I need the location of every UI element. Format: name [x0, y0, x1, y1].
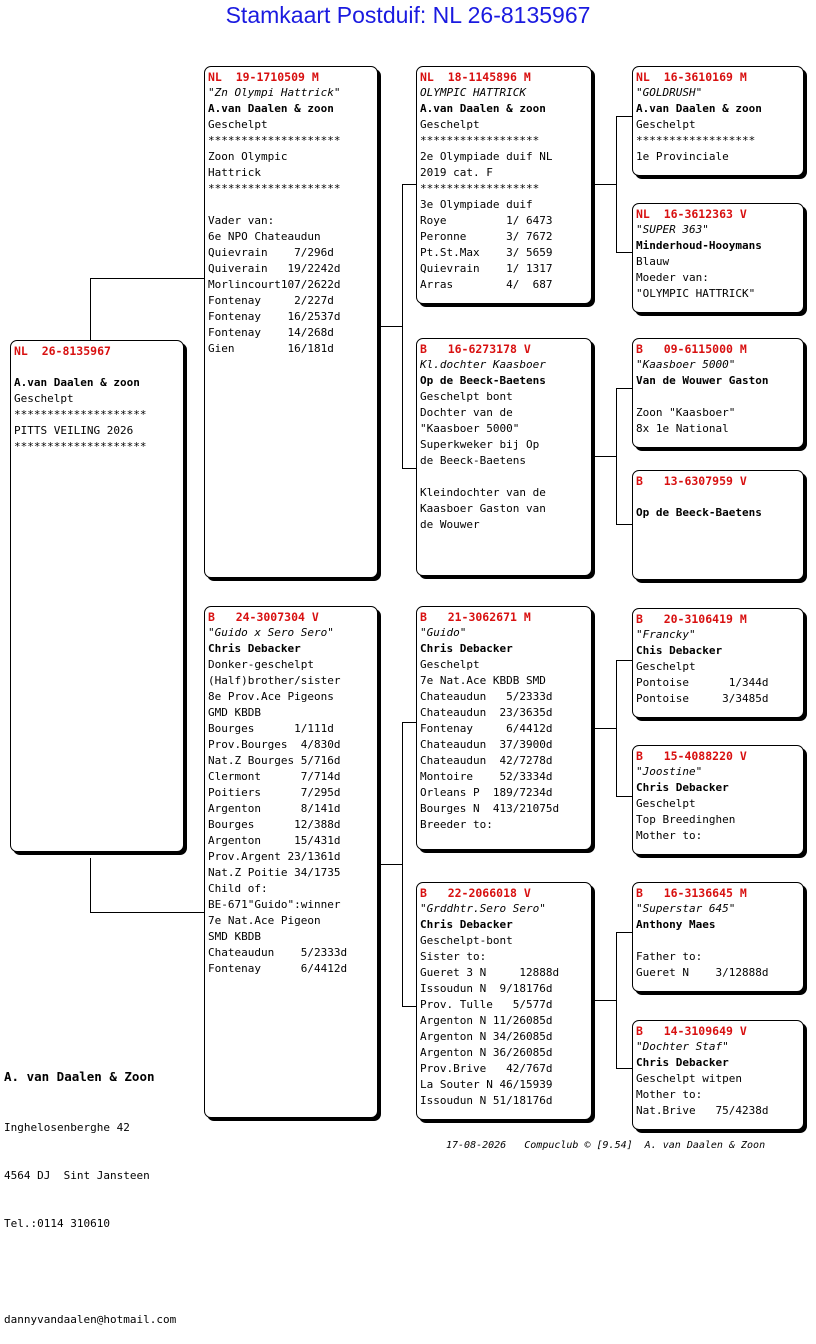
- ring-number: NL 18-1145896 M: [420, 70, 531, 84]
- card-line: de Wouwer: [420, 518, 480, 531]
- card-line: Fontenay 6/4412d: [420, 722, 553, 735]
- card-line: Bourges 12/388d: [208, 818, 341, 831]
- card-line: Chris Debacker: [636, 1056, 729, 1069]
- card-line: Chateaudun 37/3900d: [420, 738, 553, 751]
- card-line: Chris Debacker: [636, 781, 729, 794]
- owner-name: A. van Daalen & Zoon: [4, 1069, 155, 1084]
- page-title: Stamkaart Postduif: NL 26-8135967: [225, 2, 591, 28]
- card-line: Superkweker bij Op: [420, 438, 540, 451]
- connector: [616, 388, 617, 524]
- card-mm-father: [632, 882, 804, 992]
- ring-number: NL 19-1710509 M: [208, 70, 319, 84]
- connector: [402, 1006, 416, 1007]
- card-line: "Grddhtr.Sero Sero": [420, 902, 546, 915]
- card-line: Geschelpt: [14, 392, 74, 405]
- owner-city: 4564 DJ Sint Jansteen: [4, 1169, 150, 1182]
- card-line: Sister to:: [420, 950, 487, 963]
- connector: [592, 456, 616, 457]
- card-line: "Kaasboer 5000": [636, 358, 736, 371]
- card-line: "Francky": [636, 628, 696, 641]
- ring-number: B 09-6115000 M: [636, 342, 747, 356]
- card-line: Zoon "Kaasboer": [636, 406, 736, 419]
- card-line: "Zn Olympi Hattrick": [208, 86, 341, 99]
- card-line: Gueret N 3/12888d: [636, 966, 769, 979]
- card-line: Peronne 3/ 7672: [420, 230, 553, 243]
- card-line: Chateaudun 5/2333d: [208, 946, 348, 959]
- connector: [378, 864, 402, 865]
- connector: [616, 524, 632, 525]
- card-line: Prov.Bourges 4/830d: [208, 738, 341, 751]
- card-line: Bourges 1/111d: [208, 722, 334, 735]
- card-line: "OLYMPIC HATTRICK": [636, 287, 756, 300]
- card-line: Quiverain 19/2242d: [208, 262, 341, 275]
- ring-number: B 15-4088220 V: [636, 749, 747, 763]
- connector: [592, 1000, 616, 1001]
- card-fm-father: [632, 338, 804, 448]
- card-line: Mother to:: [636, 829, 703, 842]
- card-line: Argenton N 34/26085d: [420, 1030, 553, 1043]
- card-line: Top Breedinghen: [636, 813, 736, 826]
- card-line: Quievrain 1/ 1317: [420, 262, 553, 275]
- card-line: ********************: [208, 134, 341, 147]
- card-line: Fontenay 16/2537d: [208, 310, 341, 323]
- ring-number: B 14-3109649 V: [636, 1024, 747, 1038]
- connector: [616, 796, 632, 797]
- card-line: ********************: [14, 440, 147, 453]
- card-line: "Kaasboer 5000": [420, 422, 520, 435]
- card-line: Chateaudun 5/2333d: [420, 690, 553, 703]
- card-line: Chris Debacker: [208, 642, 301, 655]
- card-line: Issoudun N 51/18176d: [420, 1094, 553, 1107]
- card-line: Prov.Brive 42/767d: [420, 1062, 553, 1075]
- card-line: ******************: [636, 134, 756, 147]
- card-line: Montoire 52/3334d: [420, 770, 553, 783]
- card-line: Arras 4/ 687: [420, 278, 553, 291]
- connector: [592, 728, 616, 729]
- card-line: [636, 933, 803, 949]
- card-line: GMD KBDB: [208, 706, 261, 719]
- card-line: [14, 359, 183, 375]
- card-line: A.van Daalen & zoon: [14, 376, 140, 389]
- card-line: Geschelpt: [636, 660, 696, 673]
- card-line: Kleindochter van de: [420, 486, 546, 499]
- card-line: Father to:: [636, 950, 703, 963]
- card-line: Clermont 7/714d: [208, 770, 341, 783]
- card-line: Op de Beeck-Baetens: [636, 506, 762, 519]
- card-line: Chis Debacker: [636, 644, 723, 657]
- ring-number: B 24-3007304 V: [208, 610, 319, 624]
- card-line: ********************: [14, 408, 147, 421]
- card-line: Kaasboer Gaston van: [420, 502, 546, 515]
- card-line: Op de Beeck-Baetens: [420, 374, 546, 387]
- connector: [402, 722, 416, 723]
- owner-block: [4, 1034, 176, 1344]
- card-line: Dochter van de: [420, 406, 513, 419]
- connector: [616, 1068, 632, 1069]
- card-line: Blauw: [636, 255, 670, 268]
- card-line: "Guido x Sero Sero": [208, 626, 334, 639]
- card-line: Donker-geschelpt: [208, 658, 314, 671]
- card-line: [636, 489, 803, 505]
- card-line: Geschelpt: [420, 658, 480, 671]
- ring-number: NL 16-3612363 V: [636, 207, 747, 221]
- card-line: PITTS VEILING 2026: [14, 424, 134, 437]
- card-line: [636, 389, 803, 405]
- card-line: 2e Olympiade duif NL: [420, 150, 553, 163]
- card-line: Prov. Tulle 5/577d: [420, 998, 553, 1011]
- connector: [592, 184, 616, 185]
- card-line: Prov.Argent 23/1361d: [208, 850, 341, 863]
- card-mm-mother: [632, 1020, 804, 1130]
- card-line: A.van Daalen & zoon: [636, 102, 762, 115]
- ring-number: NL 16-3610169 M: [636, 70, 747, 84]
- connector: [402, 184, 416, 185]
- card-line: 2019 cat. F: [420, 166, 493, 179]
- connector: [616, 116, 617, 252]
- card-line: Pontoise 1/344d: [636, 676, 769, 689]
- card-line: Geschelpt bont: [420, 390, 513, 403]
- card-line: Fontenay 2/227d: [208, 294, 334, 307]
- card-line: Geschelpt: [208, 118, 268, 131]
- card-line: OLYMPIC HATTRICK: [420, 86, 526, 99]
- card-line: Geschelpt-bont: [420, 934, 513, 947]
- card-line: ********************: [208, 182, 341, 195]
- card-line: 7e Nat.Ace KBDB SMD: [420, 674, 546, 687]
- connector: [616, 116, 632, 117]
- card-mf-father: [632, 608, 804, 718]
- card-mf-mother: [632, 745, 804, 855]
- card-line: "Guido": [420, 626, 467, 639]
- card-line: Anthony Maes: [636, 918, 716, 931]
- card-line: Hattrick: [208, 166, 261, 179]
- card-line: "SUPER 363": [636, 223, 709, 236]
- connector: [402, 184, 403, 468]
- card-line: La Souter N 46/15939: [420, 1078, 553, 1091]
- card-line: A.van Daalen & zoon: [420, 102, 546, 115]
- card-line: Bourges N 413/21075d: [420, 802, 560, 815]
- card-line: 1e Provinciale: [636, 150, 729, 163]
- card-line: Argenton N 11/26085d: [420, 1014, 553, 1027]
- card-line: Gien 16/181d: [208, 342, 334, 355]
- card-line: Geschelpt: [636, 797, 696, 810]
- card-line: Minderhoud-Hooymans: [636, 239, 762, 252]
- card-mother-father: [416, 606, 592, 850]
- card-line: ******************: [420, 134, 540, 147]
- card-line: Quievrain 7/296d: [208, 246, 334, 259]
- card-line: (Half)brother/sister: [208, 674, 341, 687]
- owner-tel: Tel.:0114 310610: [4, 1217, 110, 1230]
- card-line: [420, 469, 591, 485]
- card-mother-mother: [416, 882, 592, 1120]
- card-father: [204, 66, 378, 578]
- card-line: Van de Wouwer Gaston: [636, 374, 769, 387]
- card-line: Geschelpt: [420, 118, 480, 131]
- card-line: Argenton N 36/26085d: [420, 1046, 553, 1059]
- card-line: ******************: [420, 182, 540, 195]
- ring-number: B 20-3106419 M: [636, 612, 747, 626]
- connector: [616, 252, 632, 253]
- card-father-mother: [416, 338, 592, 576]
- card-line: Roye 1/ 6473: [420, 214, 553, 227]
- card-line: Morlincourt107/2622d: [208, 278, 341, 291]
- card-ff-father: [632, 66, 804, 176]
- card-line: 3e Olympiade duif: [420, 198, 533, 211]
- connector: [90, 912, 204, 913]
- card-line: Moeder van:: [636, 271, 709, 284]
- ring-number: NL 26-8135967: [14, 344, 111, 358]
- connector: [90, 278, 204, 279]
- card-subject: [10, 340, 184, 852]
- card-line: 6e NPO Chateaudun: [208, 230, 321, 243]
- card-line: 8x 1e National: [636, 422, 729, 435]
- ring-number: B 22-2066018 V: [420, 886, 531, 900]
- card-line: SMD KBDB: [208, 930, 261, 943]
- card-line: Pontoise 3/3485d: [636, 692, 769, 705]
- card-line: 7e Nat.Ace Pigeon: [208, 914, 321, 927]
- card-fm-mother: [632, 470, 804, 580]
- card-line: Kl.dochter Kaasboer: [420, 358, 546, 371]
- card-line: "Superstar 645": [636, 902, 736, 915]
- ring-number: B 13-6307959 V: [636, 474, 747, 488]
- card-line: Fontenay 6/4412d: [208, 962, 348, 975]
- connector: [616, 932, 617, 1068]
- card-line: Chris Debacker: [420, 642, 513, 655]
- ring-number: B 16-6273178 V: [420, 342, 531, 356]
- footer: 17-08-2026 Compuclub © [9.54] A. van Daalen & Zoon: [446, 1140, 766, 1151]
- card-line: Argenton 8/141d: [208, 802, 341, 815]
- connector: [616, 932, 632, 933]
- card-line: "GOLDRUSH": [636, 86, 703, 99]
- card-line: Zoon Olympic: [208, 150, 288, 163]
- connector: [90, 278, 91, 340]
- connector: [616, 660, 617, 796]
- card-line: Breeder to:: [420, 818, 493, 831]
- ring-number: B 21-3062671 M: [420, 610, 531, 624]
- card-ff-mother: [632, 203, 804, 313]
- card-line: Gueret 3 N 12888d: [420, 966, 560, 979]
- card-line: Issoudun N 9/18176d: [420, 982, 553, 995]
- connector: [616, 660, 632, 661]
- card-line: Orleans P 189/7234d: [420, 786, 553, 799]
- connector: [90, 858, 91, 912]
- card-line: BE-671"Guido":winner: [208, 898, 341, 911]
- connector: [402, 722, 403, 1006]
- connector: [616, 388, 632, 389]
- card-line: Vader van:: [208, 214, 275, 227]
- card-line: Nat.Z Bourges 5/716d: [208, 754, 341, 767]
- card-line: Fontenay 14/268d: [208, 326, 334, 339]
- card-line: Chateaudun 42/7278d: [420, 754, 553, 767]
- connector: [378, 326, 402, 327]
- owner-street: Inghelosenberghe 42: [4, 1121, 130, 1134]
- connector: [402, 468, 416, 469]
- card-line: Mother to:: [636, 1088, 703, 1101]
- ring-number: B 16-3136645 M: [636, 886, 747, 900]
- card-line: 8e Prov.Ace Pigeons: [208, 690, 334, 703]
- card-line: Chateaudun 23/3635d: [420, 706, 553, 719]
- card-line: A.van Daalen & zoon: [208, 102, 334, 115]
- card-line: Argenton 15/431d: [208, 834, 341, 847]
- card-line: Chris Debacker: [420, 918, 513, 931]
- card-mother: [204, 606, 378, 1118]
- owner-email: dannyvandaalen@hotmail.com: [4, 1313, 177, 1326]
- card-line: Pt.St.Max 3/ 5659: [420, 246, 553, 259]
- card-line: [208, 197, 377, 213]
- card-line: Nat.Z Poitie 34/1735: [208, 866, 341, 879]
- card-line: Child of:: [208, 882, 268, 895]
- card-line: Poitiers 7/295d: [208, 786, 341, 799]
- card-line: Geschelpt witpen: [636, 1072, 742, 1085]
- card-line: "Joostine": [636, 765, 703, 778]
- card-line: de Beeck-Baetens: [420, 454, 526, 467]
- card-line: Nat.Brive 75/4238d: [636, 1104, 769, 1117]
- card-father-father: [416, 66, 592, 304]
- card-line: "Dochter Staf": [636, 1040, 729, 1053]
- card-line: Geschelpt: [636, 118, 696, 131]
